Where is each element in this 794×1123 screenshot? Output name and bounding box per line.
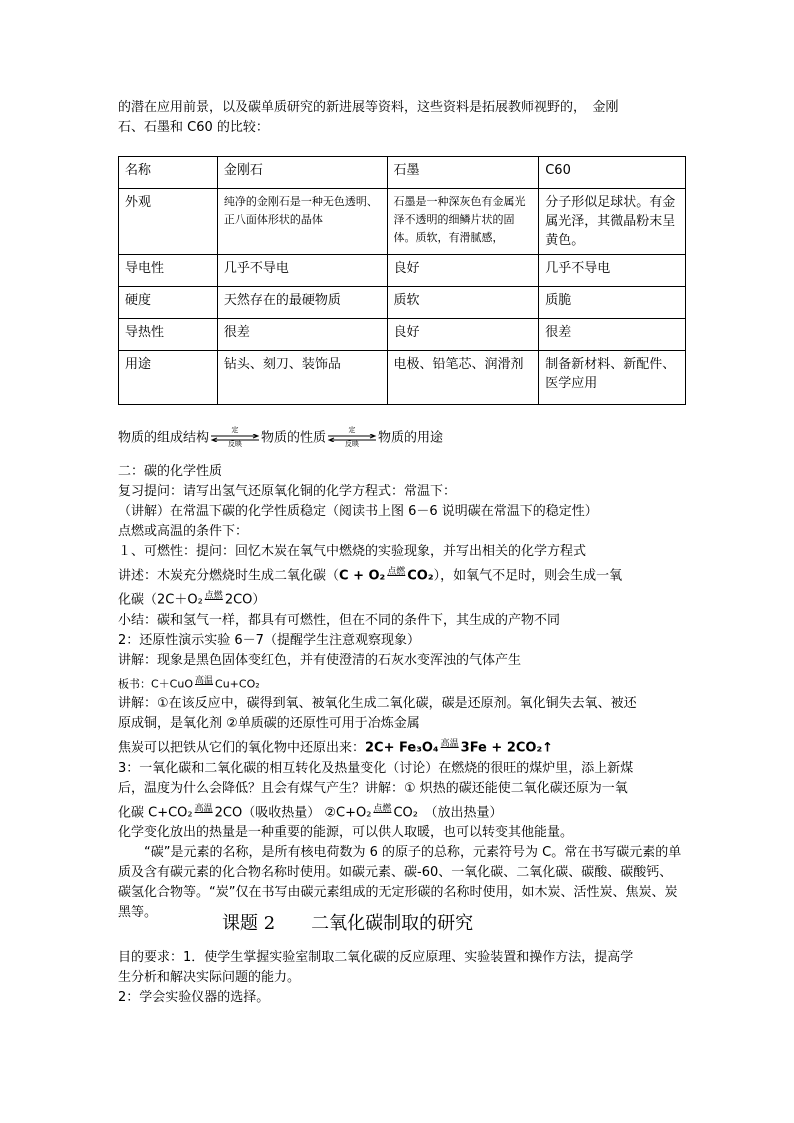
comparison-table (118, 156, 686, 405)
text-line: 板书：C＋CuO 高温 Cu+CO₂ (118, 671, 688, 695)
header-cell: 石墨 (387, 157, 539, 189)
intro-line-2: 石、石墨和 C60 的比较： (118, 120, 269, 135)
table-cell: 良好 (387, 255, 539, 287)
table-cell: 分子形似足球状。有金属光泽，其微晶粉末呈黄色。 (539, 189, 686, 255)
objectives (118, 948, 688, 1008)
text-line: 化学变化放出的热量是一种重要的能源，可以供人取暖，也可以转变其他能量。 (118, 824, 574, 840)
table-cell: 质软 (387, 287, 539, 319)
intro-paragraph (118, 98, 688, 138)
text-line: 点燃或高温的条件下： (118, 524, 249, 539)
intro-line-1: 的潜在应用前景，以及碳单质研究的新进展等资料，这些资料是拓展教师视野的， 金刚 (118, 100, 619, 115)
text-line: 小结：碳和氢气一样，都具有可燃性，但在不同的条件下，其生成的产物不同 (118, 612, 561, 628)
text-line: 化碳 C+CO₂ 高温 2CO（吸收热量） ②C+O₂ 点燃 CO₂ （放出热量） (118, 799, 688, 823)
table-cell: 天然存在的最硬物质 (217, 287, 387, 319)
text-line: 3：一氧化碳和二氧化碳的相互转化及热量变化（讨论）在燃烧的很旺的煤炉里，添上新煤 (118, 760, 634, 776)
text-line: 焦炭可以把铁从它们的氧化物中还原出来：2C+ Fe₃O₄ 高温 3Fe + 2CO₂↑ (118, 734, 688, 758)
condition-label: 高温 (195, 675, 214, 686)
table-cell: 几乎不导电 (539, 255, 686, 287)
condition-label: 高温 (440, 739, 459, 750)
relation-line (118, 428, 688, 449)
text-line: 讲解：①在该反应中，碳得到氧、被氧化生成二氧化碳，碳是还原剂。氧化铜失去氧、被还 (118, 696, 637, 712)
relation-usage: 物质的用途 (378, 430, 444, 446)
equation: CO₂ (407, 568, 434, 584)
table-cell: 几乎不导电 (217, 255, 387, 287)
table-cell: 钻头、刻刀、装饰品 (217, 351, 387, 405)
text-line: 目的要求：1．使学生掌握实验室制取二氧化碳的反应原理、实验装置和操作方法，提高学 (118, 950, 634, 965)
text-line: 讲述：木炭充分燃烧时生成二氧化碳（C + O₂ 点燃 CO₂），如氧气不足时，则会生成一氧 (118, 562, 688, 586)
table-row (119, 351, 686, 405)
carbon-paragraph: “碳”是元素的名称，是所有核电荷数为 6 的原子的总称，元素符号为 C。常在书写碳元素的单质及含有碳元素的化合物名称时使用。如碳元素、碳-60、一氧化碳、二氧化碳、碳酸、碳酸钙、碳氢化合物等。“炭”仅在书写由碳元素组成的无定形碳的名称时使用，如木炭、活性炭、焦炭、炭黑等。 (118, 844, 682, 920)
table-cell: 很差 (217, 319, 387, 351)
table-cell: 良好 (387, 319, 539, 351)
table-row (119, 189, 686, 255)
condition-label: 点燃 (204, 591, 223, 602)
table-cell: 质脆 (539, 287, 686, 319)
table-cell: 导热性 (119, 319, 218, 351)
reversible-arrow-icon: 定 反映 (326, 428, 378, 448)
table-cell: 制备新材料、新配件、医学应用 (539, 351, 686, 405)
condition-label: 点燃 (387, 567, 406, 577)
text-line: 化碳（2C＋O₂ 点燃 2CO） (118, 586, 688, 610)
header-cell: 金刚石 (217, 157, 387, 189)
text-line: 生分析和解决实际问题的能力。 (118, 970, 301, 985)
text-line: 复习提问：请写出氢气还原氧化铜的化学方程式：常温下： (118, 484, 457, 499)
header-cell: 名称 (119, 157, 218, 189)
table-cell: 导电性 (119, 255, 218, 287)
table-cell: 外观 (119, 189, 218, 255)
table-cell: 很差 (539, 319, 686, 351)
text-line: 后，温度为什么会降低？且会有煤气产生？讲解：① 炽热的碳还能使二氧化碳还原为一氧 (118, 780, 628, 796)
text-line: 2：学会实验仪器的选择。 (118, 990, 270, 1005)
table-cell: 硬度 (119, 287, 218, 319)
table-row (119, 319, 686, 351)
table-cell: 纯净的金刚石是一种无色透明、正八面体形状的晶体 (217, 189, 387, 255)
equation: C + O₂ (339, 568, 386, 584)
table-row (119, 287, 686, 319)
text-line: １、可燃性：提问：回忆木炭在氧气中燃烧的实验现象，并写出相关的化学方程式 (118, 544, 587, 559)
table-row (119, 255, 686, 287)
relation-property: 物质的性质 (261, 430, 327, 446)
header-cell: C60 (539, 157, 686, 189)
relation-structure: 物质的组成结构 (118, 430, 210, 446)
reversible-arrow-icon: 定 反映 (209, 428, 261, 448)
text-line: 2：还原性演示实验 6－7（提醒学生注意观察现象） (118, 632, 420, 648)
text-line: 讲解：现象是黑色固体变红色，并有使澄清的石灰水变浑浊的气体产生 (118, 652, 522, 668)
text-line: （讲解）在常温下碳的化学性质稳定（阅读书上图 6－6 说明碳在常温下的稳定性） (118, 504, 598, 519)
condition-label: 高温 (194, 803, 213, 814)
lesson-title: 课题 2 二氧化碳制取的研究 (222, 913, 474, 934)
table-header-row (119, 157, 686, 189)
table-cell: 电极、铅笔芯、润滑剂 (387, 351, 539, 405)
table-cell: 石墨是一种深灰色有金属光泽不透明的细鳞片状的固体。质软，有滑腻感， (387, 189, 539, 255)
lesson-body (118, 462, 688, 923)
equation: 2C+ Fe₃O₄ (365, 740, 439, 756)
equation: 3Fe + 2CO₂↑ (460, 740, 554, 756)
section-heading: 二：碳的化学性质 (118, 464, 223, 479)
condition-label: 点燃 (373, 803, 392, 814)
table-cell: 用途 (119, 351, 218, 405)
text-line: 原成铜，是氧化剂 ②单质碳的还原性可用于冶炼金属 (118, 716, 420, 732)
